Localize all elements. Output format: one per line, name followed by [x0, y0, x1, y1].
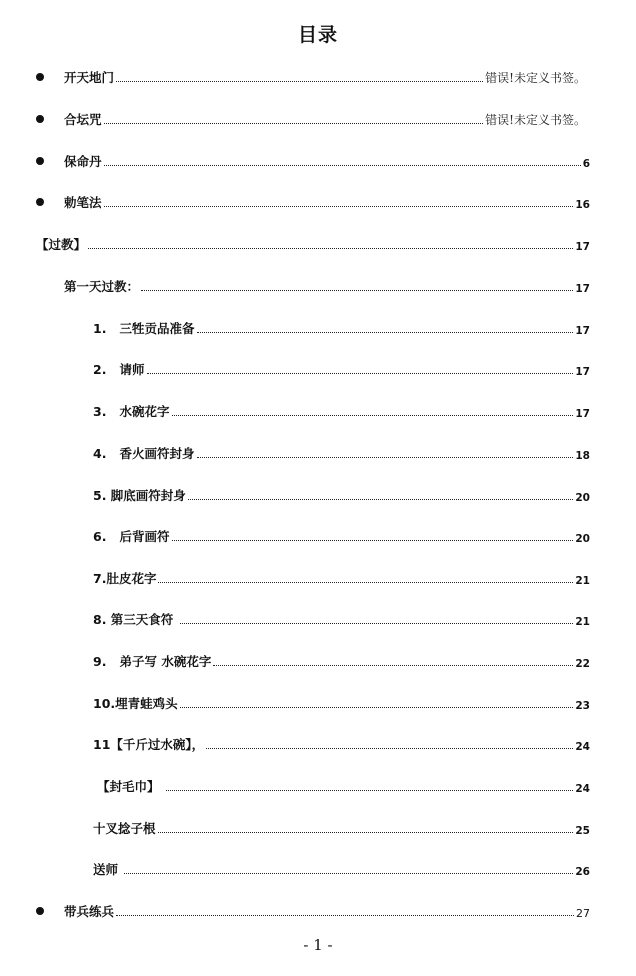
toc-entry-hetanzhou[interactable] [0, 106, 636, 128]
dot-leader [206, 748, 573, 749]
entry-label: 带兵练兵 [64, 904, 115, 919]
entry-page: 23 [575, 700, 590, 712]
entry-page: 16 [575, 199, 590, 211]
bullet-icon [36, 115, 44, 123]
dot-leader [166, 790, 574, 791]
entry-page: 17 [575, 283, 590, 295]
entry-page: 20 [575, 533, 590, 545]
dot-leader [158, 582, 573, 583]
entry-page: 21 [575, 616, 590, 628]
toc-entry-fengmaojin[interactable] [0, 773, 636, 795]
entry-page: 18 [575, 450, 590, 462]
entry-label: 【过教】 [36, 237, 87, 252]
entry-label: 7.肚皮花字 [93, 571, 157, 586]
entry-label: 11【千斤过水碗】， [93, 737, 205, 752]
entry-page: 20 [575, 492, 590, 504]
entry-label: 【封毛巾】 [97, 779, 164, 794]
dot-leader [104, 165, 581, 166]
entry-label: 9. 弟子写 水碗花字 [93, 654, 212, 669]
entry-label: 合坛咒 [64, 112, 102, 127]
dot-leader [197, 457, 574, 458]
entry-label: 8. 第三天食符 [93, 612, 178, 627]
dot-leader [88, 248, 573, 249]
entry-page: 26 [575, 866, 590, 878]
bullet-icon [36, 198, 44, 206]
entry-page: 17 [575, 241, 590, 253]
entry-page: 17 [575, 408, 590, 420]
dot-leader [116, 81, 483, 82]
bullet-icon [36, 907, 44, 915]
dot-leader [188, 499, 574, 500]
page-number: - 1 - [303, 936, 333, 954]
bullet-icon [36, 157, 44, 165]
dot-leader [172, 415, 574, 416]
toc-entry-8[interactable] [0, 606, 636, 628]
dot-leader [197, 332, 574, 333]
toc-entry-11[interactable] [0, 731, 636, 753]
toc-entry-3[interactable] [0, 398, 636, 420]
dot-leader [147, 373, 574, 374]
dot-leader [172, 540, 574, 541]
dot-leader [124, 873, 573, 874]
toc-entry-baomingdan[interactable] [0, 148, 636, 170]
toc-entry-4[interactable] [0, 440, 636, 462]
entry-page: 17 [575, 325, 590, 337]
entry-label: 2. 请师 [93, 362, 145, 377]
bullet-icon [36, 73, 44, 81]
entry-label: 送师 [93, 862, 123, 877]
toc-entry-day1[interactable] [0, 273, 636, 295]
toc-entry-10[interactable] [0, 690, 636, 712]
dot-leader [104, 123, 484, 124]
entry-page: 24 [575, 741, 590, 753]
dot-leader [180, 623, 574, 624]
entry-label: 4. 香火画符封身 [93, 446, 195, 461]
toc-entry-daibinglianbing[interactable] [0, 898, 636, 920]
dot-leader [158, 832, 574, 833]
dot-leader [180, 707, 574, 708]
toc-entry-kaitiandimen[interactable] [0, 64, 636, 86]
entry-page: 22 [575, 658, 590, 670]
toc-entry-1[interactable] [0, 315, 636, 337]
toc-entry-songshi[interactable] [0, 856, 636, 878]
entry-page: 21 [575, 575, 590, 587]
entry-label: 开天地门 [64, 70, 115, 85]
entry-label: 勅笔法 [64, 195, 102, 210]
dot-leader [116, 915, 574, 916]
dot-leader [141, 290, 573, 291]
entry-label: 第一天过教： [64, 279, 140, 294]
toc-title: 目录 [297, 24, 338, 46]
entry-page: 24 [575, 783, 590, 795]
toc-entry-7[interactable] [0, 565, 636, 587]
toc-entry-2[interactable] [0, 356, 636, 378]
entry-label: 保命丹 [64, 154, 102, 169]
toc-entry-shichanianzigen[interactable] [0, 815, 636, 837]
entry-label: 6. 后背画符 [93, 529, 170, 544]
toc-entry-6[interactable] [0, 523, 636, 545]
entry-label: 3. 水碗花字 [93, 404, 170, 419]
toc-entry-9[interactable] [0, 648, 636, 670]
entry-label: 1. 三牲贡品准备 [93, 321, 195, 336]
dot-leader [104, 206, 574, 207]
entry-label: 5. 脚底画符封身 [93, 488, 186, 503]
toc-entry-5[interactable] [0, 482, 636, 504]
entry-page: 25 [575, 825, 590, 837]
dot-leader [213, 665, 573, 666]
toc-entry-guojiao[interactable] [0, 231, 636, 253]
entry-page: 17 [575, 366, 590, 378]
entry-page: 错误!未定义书签。 [485, 71, 586, 85]
entry-label: 10.埋青蛙鸡头 [93, 696, 178, 711]
toc-entry-chibifa[interactable] [0, 189, 636, 211]
entry-page: 错误!未定义书签。 [485, 113, 586, 127]
entry-label: 十叉捻子根 [93, 821, 156, 836]
entry-page: 27 [576, 907, 590, 920]
entry-page: 6 [582, 158, 590, 170]
